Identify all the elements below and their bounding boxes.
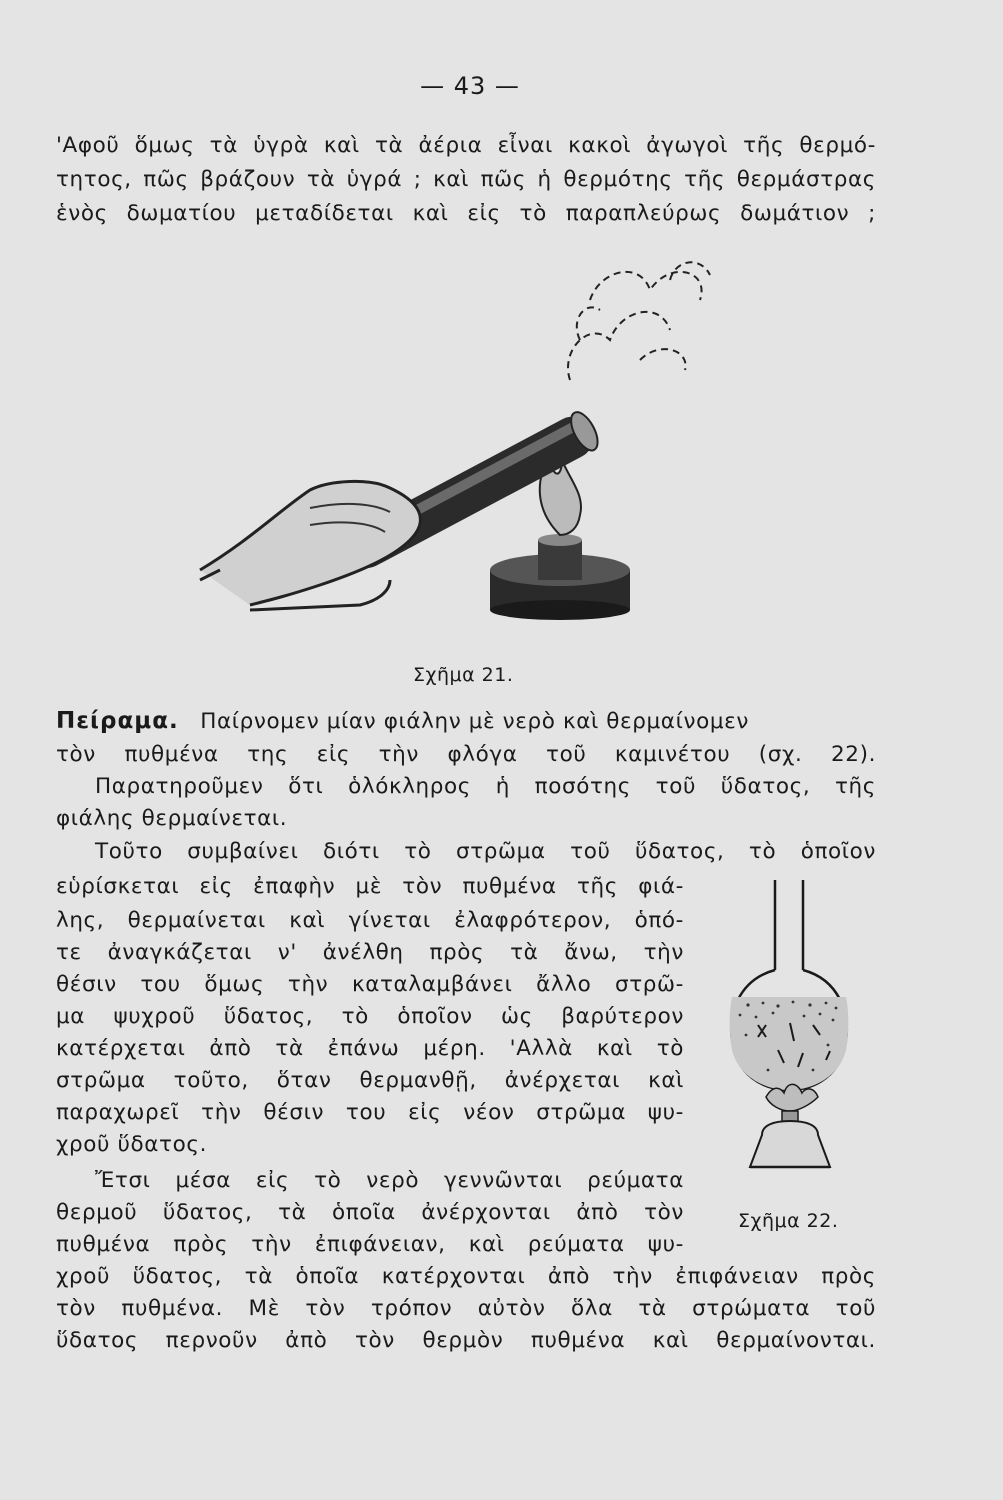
experiment-intro: Παίρνομεν μίαν φιάλην μὲ νερὸ καὶ θερμαίνομεν	[200, 709, 749, 734]
narrow-line-3: τε ἀναγκάζεται ν' ἀνέλθη πρὸς τὰ ἄνω, τὴν	[56, 940, 684, 965]
final-line-3: ὕδατος περνοῦν ἀπὸ τὸν θερμὸν πυθμένα καὶ θερμαίνονται.	[56, 1328, 876, 1353]
experiment-line-2: τὸν πυθμένα της εἰς τὴν φλόγα τοῦ καμινέτου (σχ. 22).	[56, 742, 876, 767]
narrow-line-9: χροῦ ὕδατος.	[56, 1132, 208, 1157]
experiment-heading: Πείραμα.	[56, 708, 179, 734]
narrow-line-5: μα ψυχροῦ ὕδατος, τὸ ὁποῖον ὡς βαρύτερον	[56, 1004, 684, 1029]
figure-21-illustration	[190, 240, 750, 620]
experiment-line-1	[56, 708, 876, 734]
page-number: — 43 —	[420, 72, 520, 100]
experiment-line-4: φιάλης θερμαίνεται.	[56, 806, 288, 831]
experiment-line-5: Τοῦτο συμβαίνει διότι τὸ στρῶμα τοῦ ὕδατος, τὸ ὁποῖον	[95, 839, 876, 864]
figure-22-caption: Σχῆμα 22.	[738, 1210, 839, 1232]
narrow-line-4: θέσιν του ὅμως τὴν καταλαμβάνει ἄλλο στρῶ-	[56, 972, 684, 997]
narrow-line-6: κατέρχεται ἀπὸ τὰ ἐπάνω μέρη. 'Αλλὰ καὶ τὸ	[56, 1036, 684, 1061]
final-line-1: χροῦ ὕδατος, τὰ ὁποῖα κατέρχονται ἀπὸ τὴν ἐπιφάνειαν πρὸς	[56, 1264, 876, 1289]
figure-22-illustration	[718, 875, 868, 1175]
narrow-line-1: εὑρίσκεται εἰς ἐπαφὴν μὲ τὸν πυθμένα τῆς φιά-	[56, 874, 684, 899]
intro-line-2: τητος, πῶς βράζουν τὰ ὑγρά ; καὶ πῶς ἡ θερμότης τῆς θερμάστρας	[56, 167, 876, 192]
narrow-line-8: παραχωρεῖ τὴν θέσιν του εἰς νέον στρῶμα ψυ-	[56, 1100, 684, 1125]
narrow-line-11: θερμοῦ ὕδατος, τὰ ὁποῖα ἀνέρχονται ἀπὸ τὸν	[56, 1200, 684, 1225]
narrow-line-10: Ἔτσι μέσα εἰς τὸ νερὸ γεννῶνται ρεύματα	[95, 1168, 684, 1193]
narrow-line-2: λης, θερμαίνεται καὶ γίνεται ἐλαφρότερον, ὁπό-	[56, 908, 684, 933]
intro-line-3: ἑνὸς δωματίου μεταδίδεται καὶ εἰς τὸ παραπλεύρως δωμάτιον ;	[56, 201, 876, 226]
narrow-line-7: στρῶμα τοῦτο, ὅταν θερμανθῇ, ἀνέρχεται καὶ	[56, 1068, 684, 1093]
experiment-line-3: Παρατηροῦμεν ὅτι ὁλόκληρος ἡ ποσότης τοῦ ὕδατος, τῆς	[95, 774, 876, 799]
figure-21-caption: Σχῆμα 21.	[413, 664, 514, 686]
narrow-line-12: πυθμένα πρὸς τὴν ἐπιφάνειαν, καὶ ρεύματα ψυ-	[56, 1232, 684, 1257]
intro-line-1: 'Αφοῦ ὅμως τὰ ὑγρὰ καὶ τὰ ἀέρια εἶναι κακοὶ ἀγωγοὶ τῆς θερμό-	[56, 133, 876, 158]
final-line-2: τὸν πυθμένα. Μὲ τὸν τρόπον αὐτὸν ὅλα τὰ στρώματα τοῦ	[56, 1296, 876, 1321]
